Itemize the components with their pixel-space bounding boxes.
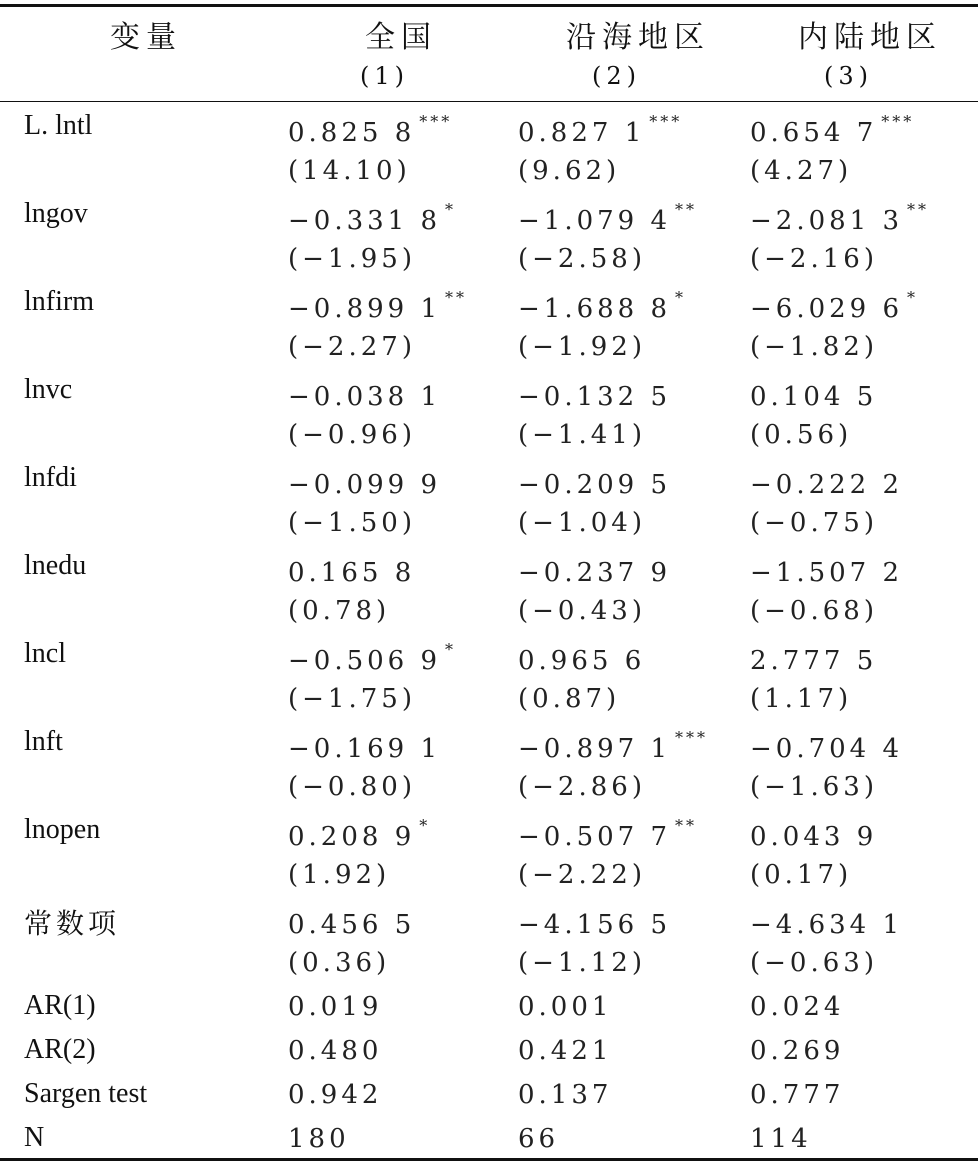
coefficient-value: −0.899 1	[288, 294, 442, 324]
t-statistic-cell: (−2.22)	[518, 860, 646, 890]
variable-name: lnft	[24, 726, 63, 757]
statistic-name: N	[24, 1122, 45, 1153]
significance-stars: *	[675, 288, 687, 307]
t-statistic-cell: (−0.96)	[288, 420, 416, 450]
t-statistic-cell: (−0.63)	[750, 948, 878, 978]
coefficient-cell	[518, 816, 697, 852]
significance-stars: *	[445, 640, 457, 659]
significance-stars: **	[675, 200, 698, 219]
t-statistic-cell: (−2.58)	[518, 244, 646, 274]
coefficient-cell	[518, 288, 686, 324]
coefficient-value: −0.132 5	[518, 382, 672, 412]
t-statistic-cell: (−0.75)	[750, 508, 878, 538]
statistic-value: 0.001	[518, 992, 613, 1022]
header-variable: 变量	[110, 20, 182, 55]
coefficient-cell	[750, 904, 907, 940]
variable-name: L. lntl	[24, 110, 93, 141]
t-statistic-cell: (−2.86)	[518, 772, 646, 802]
t-statistic-cell: (−1.82)	[750, 332, 878, 362]
statistic-value: 0.421	[518, 1036, 613, 1066]
statistic-value: 0.024	[750, 992, 845, 1022]
t-statistic-cell: (−1.95)	[288, 244, 416, 274]
significance-stars: **	[675, 816, 698, 835]
coefficient-value: −6.029 6	[750, 294, 904, 324]
statistic-name: Sargen test	[24, 1078, 148, 1109]
top-rule	[0, 4, 978, 7]
coefficient-cell	[288, 728, 445, 764]
significance-stars: *	[419, 816, 431, 835]
t-statistic-cell: (−1.41)	[518, 420, 646, 450]
stats-row	[0, 1118, 978, 1162]
stats-row	[0, 1074, 978, 1118]
header-coastal: 沿海地区	[566, 20, 710, 55]
header-inland: 内陆地区	[798, 20, 942, 55]
coefficient-cell	[518, 464, 675, 500]
t-statistic-cell: (−2.16)	[750, 244, 878, 274]
statistic-name: AR(1)	[24, 990, 96, 1021]
table-row	[0, 282, 978, 370]
variable-name: lngov	[24, 198, 88, 229]
t-statistic-cell: (−1.12)	[518, 948, 646, 978]
significance-stars: ***	[675, 728, 709, 747]
table-row	[0, 722, 978, 810]
coefficient-cell	[750, 288, 918, 324]
significance-stars: ***	[881, 112, 915, 131]
t-statistic-cell: (9.62)	[518, 156, 621, 186]
header-rule	[0, 101, 978, 102]
coefficient-cell	[518, 200, 697, 236]
coefficient-cell	[288, 640, 456, 676]
table-row	[0, 458, 978, 546]
table-row	[0, 370, 978, 458]
t-statistic-cell: (14.10)	[288, 156, 411, 186]
variable-name: lnfdi	[24, 462, 77, 493]
coefficient-value: −0.169 1	[288, 734, 442, 764]
coefficient-cell	[750, 728, 907, 764]
t-statistic-cell: (0.87)	[518, 684, 621, 714]
coefficient-cell	[288, 464, 445, 500]
t-statistic-cell: (1.17)	[750, 684, 853, 714]
t-statistic-cell: (−1.92)	[518, 332, 646, 362]
coefficient-cell	[288, 904, 419, 940]
header-national: 全国	[365, 20, 437, 55]
coefficient-cell	[750, 552, 907, 588]
coefficient-cell	[518, 552, 675, 588]
t-statistic-cell: (−0.68)	[750, 596, 878, 626]
statistic-value: 0.019	[288, 992, 383, 1022]
statistic-name: AR(2)	[24, 1034, 96, 1065]
coefficient-value: 0.165 8	[288, 558, 416, 588]
variable-name: lnfirm	[24, 286, 94, 317]
statistic-value: 0.269	[750, 1036, 845, 1066]
table-row	[0, 194, 978, 282]
coefficient-cell	[518, 112, 682, 148]
coefficient-value: 0.208 9	[288, 822, 416, 852]
coefficient-cell	[288, 200, 456, 236]
t-statistic-cell: (−1.50)	[288, 508, 416, 538]
statistic-value: 114	[750, 1124, 812, 1154]
variable-name: lncl	[24, 638, 66, 669]
coefficient-value: −0.099 9	[288, 470, 442, 500]
coefficient-value: −0.704 4	[750, 734, 904, 764]
statistic-value: 0.480	[288, 1036, 383, 1066]
t-statistic-cell: (−1.04)	[518, 508, 646, 538]
coefficient-value: 0.043 9	[750, 822, 878, 852]
coefficient-value: −4.156 5	[518, 910, 672, 940]
coefficient-value: 2.777 5	[750, 646, 878, 676]
t-statistic-cell: (0.36)	[288, 948, 391, 978]
t-statistic-cell: (0.78)	[288, 596, 391, 626]
significance-stars: ***	[649, 112, 683, 131]
stats-row	[0, 986, 978, 1030]
coefficient-cell	[750, 376, 881, 412]
t-statistic-cell: (−0.80)	[288, 772, 416, 802]
coefficient-value: −4.634 1	[750, 910, 904, 940]
coefficient-value: 0.965 6	[518, 646, 646, 676]
statistic-value: 0.942	[288, 1080, 383, 1110]
significance-stars: **	[907, 200, 930, 219]
statistic-value: 0.137	[518, 1080, 613, 1110]
coefficient-cell	[518, 640, 649, 676]
coefficient-value: −1.688 8	[518, 294, 672, 324]
coefficient-value: −1.507 2	[750, 558, 904, 588]
statistic-value: 180	[288, 1124, 350, 1154]
coefficient-value: −0.506 9	[288, 646, 442, 676]
coefficient-cell	[750, 816, 881, 852]
coefficient-cell	[750, 112, 914, 148]
t-statistic-cell: (−0.43)	[518, 596, 646, 626]
coefficient-cell	[288, 816, 430, 852]
coefficient-cell	[750, 200, 929, 236]
coefficient-value: −0.897 1	[518, 734, 672, 764]
coefficient-value: −0.209 5	[518, 470, 672, 500]
coefficient-cell	[518, 904, 675, 940]
header-col-1-number: (1)	[360, 62, 409, 90]
variable-name: lnvc	[24, 374, 73, 405]
coefficient-value: 0.456 5	[288, 910, 416, 940]
t-statistic-cell: (0.17)	[750, 860, 853, 890]
header-col-3-number: (3)	[824, 62, 873, 90]
statistic-value: 66	[518, 1124, 560, 1154]
variable-name: lnedu	[24, 550, 87, 581]
variable-name: 常数项	[24, 907, 121, 940]
coefficient-cell	[288, 552, 419, 588]
coefficient-cell	[288, 112, 452, 148]
t-statistic-cell: (0.56)	[750, 420, 853, 450]
t-statistic-cell: (−2.27)	[288, 332, 416, 362]
significance-stars: **	[445, 288, 468, 307]
significance-stars: ***	[419, 112, 453, 131]
coefficient-cell	[518, 728, 708, 764]
t-statistic-cell: (−1.75)	[288, 684, 416, 714]
coefficient-value: −0.331 8	[288, 206, 442, 236]
table-row	[0, 810, 978, 898]
coefficient-cell	[750, 640, 881, 676]
coefficient-value: −0.038 1	[288, 382, 442, 412]
coefficient-value: 0.827 1	[518, 118, 646, 148]
t-statistic-cell: (4.27)	[750, 156, 853, 186]
table-row	[0, 106, 978, 194]
statistic-value: 0.777	[750, 1080, 845, 1110]
coefficient-value: −0.222 2	[750, 470, 904, 500]
coefficient-value: 0.104 5	[750, 382, 878, 412]
significance-stars: *	[445, 200, 457, 219]
coefficient-value: −0.507 7	[518, 822, 672, 852]
coefficient-cell	[750, 464, 907, 500]
coefficient-value: 0.654 7	[750, 118, 878, 148]
coefficient-value: −2.081 3	[750, 206, 904, 236]
stats-row	[0, 1030, 978, 1074]
table-row	[0, 546, 978, 634]
coefficient-cell	[518, 376, 675, 412]
coefficient-value: −1.079 4	[518, 206, 672, 236]
coefficient-value: −0.237 9	[518, 558, 672, 588]
table-row	[0, 634, 978, 722]
significance-stars: *	[907, 288, 919, 307]
variable-name: lnopen	[24, 814, 101, 845]
header-col-2-number: (2)	[592, 62, 641, 90]
coefficient-cell	[288, 288, 467, 324]
coefficient-cell	[288, 376, 445, 412]
t-statistic-cell: (−1.63)	[750, 772, 878, 802]
table-row	[0, 898, 978, 986]
t-statistic-cell: (1.92)	[288, 860, 391, 890]
coefficient-value: 0.825 8	[288, 118, 416, 148]
